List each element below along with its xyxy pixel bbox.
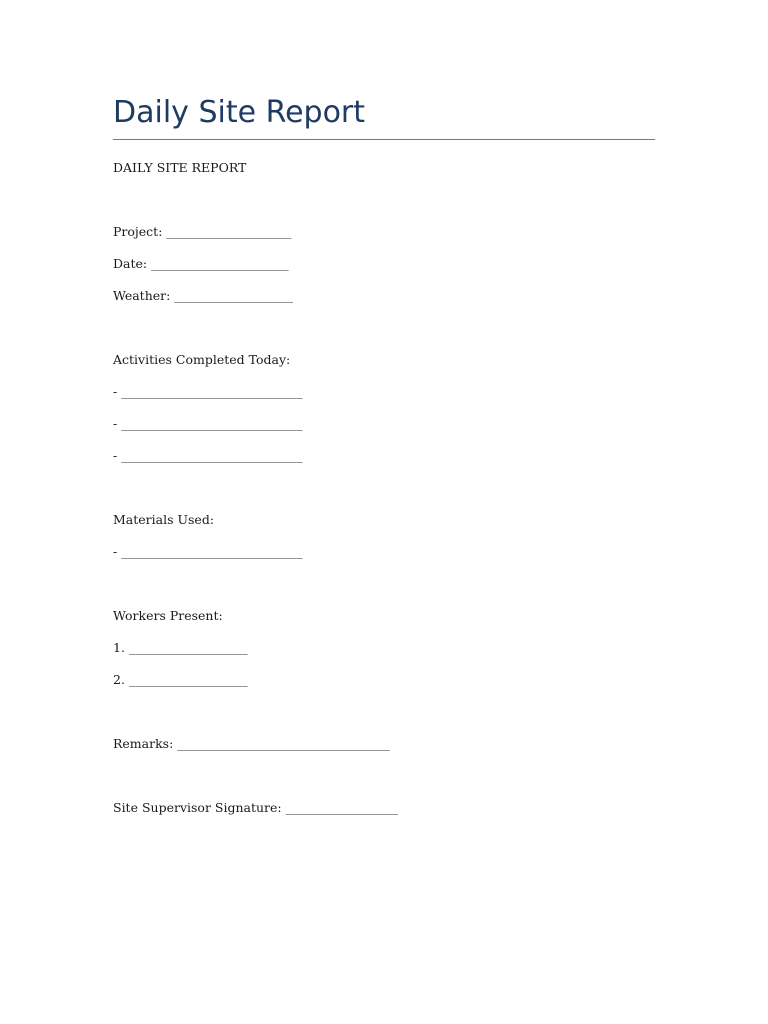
material-line-1: - _____________________________ [113,544,303,559]
worker-line-1: 1. ___________________ [113,640,248,655]
materials-heading: Materials Used: [113,512,215,527]
activity-line-3: - _____________________________ [113,448,303,463]
report-subtitle: DAILY SITE REPORT [113,160,247,175]
date-field: Date: ______________________ [113,256,289,271]
title-underline-rule [113,139,655,140]
supervisor-signature-field: Site Supervisor Signature: __________________ [113,800,399,815]
weather-field: Weather: ___________________ [113,288,294,303]
document-title: Daily Site Report [113,95,366,130]
workers-heading: Workers Present: [113,608,223,623]
activity-line-1: - _____________________________ [113,384,303,399]
project-field: Project: ____________________ [113,224,292,239]
worker-line-2: 2. ___________________ [113,672,248,687]
activity-line-2: - _____________________________ [113,416,303,431]
remarks-field: Remarks: __________________________________ [113,736,390,751]
activities-heading: Activities Completed Today: [113,352,291,367]
